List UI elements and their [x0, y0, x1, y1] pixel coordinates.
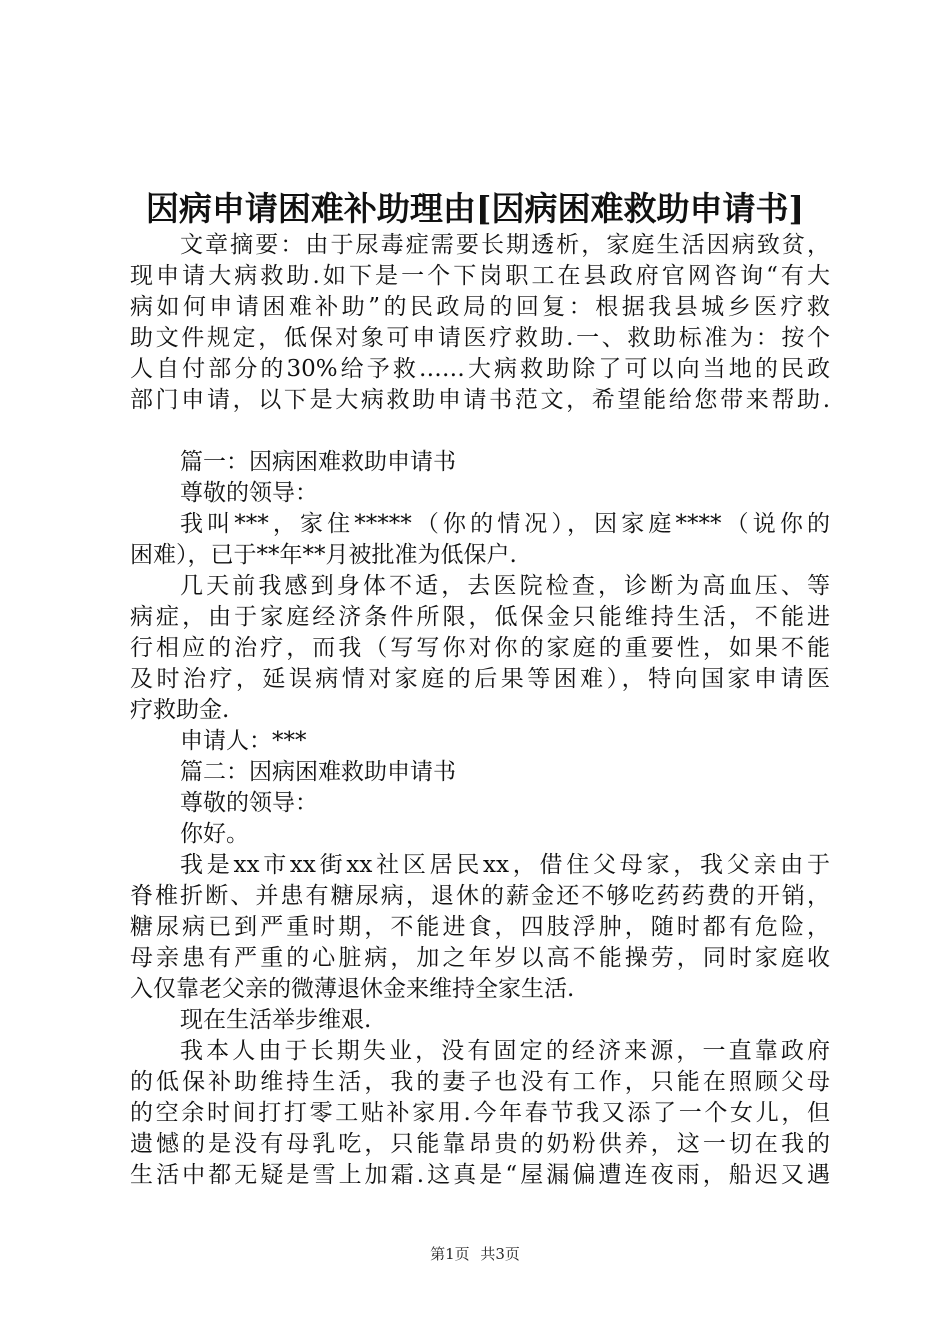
body-line: 母亲患有严重的心脏病，加之年岁以高不能操劳，同时家庭收	[130, 945, 830, 971]
summary-line: 病如何申请困难补助”的民政局的回复：根据我县城乡医疗救	[130, 294, 830, 320]
body-line: 几天前我感到身体不适，去医院检查，诊断为高血压、等	[180, 573, 830, 599]
page-footer	[0, 1244, 950, 1264]
body-line: 病症，由于家庭经济条件所限，低保金只能维持生活，不能进	[130, 604, 830, 630]
body-line: 脊椎折断、并患有糖尿病，退休的薪金还不够吃药药费的开销，	[130, 883, 830, 909]
applicant-line: 申请人：***	[180, 728, 307, 754]
section-heading: 篇一：因病困难救助申请书	[180, 449, 456, 475]
body-line: 疗救助金.	[130, 697, 230, 723]
body-line: 行相应的治疗，而我（写写你对你的家庭的重要性，如果不能	[130, 635, 830, 661]
page-number: 第1页	[430, 1245, 470, 1263]
body-line: 及时治疗，延误病情对家庭的后果等困难），特向国家申请医	[130, 666, 830, 692]
greeting: 你好。	[180, 821, 249, 847]
body-line: 现在生活举步维艰.	[180, 1007, 372, 1033]
body-line: 的空余时间打打零工贴补家用.今年春节我又添了一个女儿，但	[130, 1100, 830, 1126]
document-body	[130, 230, 830, 1191]
paragraph-gap	[130, 416, 830, 447]
body-line: 我是xx市xx街xx社区居民xx，借住父母家，我父亲由于	[180, 852, 830, 878]
body-line: 生活中都无疑是雪上加霜.这真是“屋漏偏遭连夜雨，船迟又遇	[130, 1162, 830, 1188]
summary-line: 人自付部分的30%给予救……大病救助除了可以向当地的民政	[130, 356, 830, 382]
body-line: 入仅靠老父亲的微薄退休金来维持全家生活.	[130, 976, 575, 1002]
salutation: 尊敬的领导：	[180, 790, 318, 816]
salutation: 尊敬的领导：	[180, 480, 318, 506]
body-line: 遗憾的是没有母乳吃，只能靠昂贵的奶粉供养，这一切在我的	[130, 1131, 830, 1157]
page-total: 共3页	[480, 1245, 520, 1263]
section-heading: 篇二：因病困难救助申请书	[180, 759, 456, 785]
body-line: 的低保补助维持生活，我的妻子也没有工作，只能在照顾父母	[130, 1069, 830, 1095]
body-line: 困难），已于**年**月被批准为低保户.	[130, 542, 517, 568]
body-line: 糖尿病已到严重时期，不能进食，四肢浮肿，随时都有危险，	[130, 914, 830, 940]
summary-line: 部门申请，以下是大病救助申请书范文，希望能给您带来帮助.	[130, 387, 830, 413]
body-line: 我叫***，家住*****（你的情况），因家庭****（说你的	[180, 511, 830, 537]
summary-line: 文章摘要：由于尿毒症需要长期透析，家庭生活因病致贫，	[180, 232, 830, 258]
body-line: 我本人由于长期失业，没有固定的经济来源，一直靠政府	[180, 1038, 830, 1064]
summary-line: 现申请大病救助.如下是一个下岗职工在县政府官网咨询“有大	[130, 263, 830, 289]
summary-line: 助文件规定，低保对象可申请医疗救助.一、救助标准为：按个	[130, 325, 830, 351]
document-title: 因病申请困难补助理由[因病困难救助申请书]	[145, 189, 805, 228]
